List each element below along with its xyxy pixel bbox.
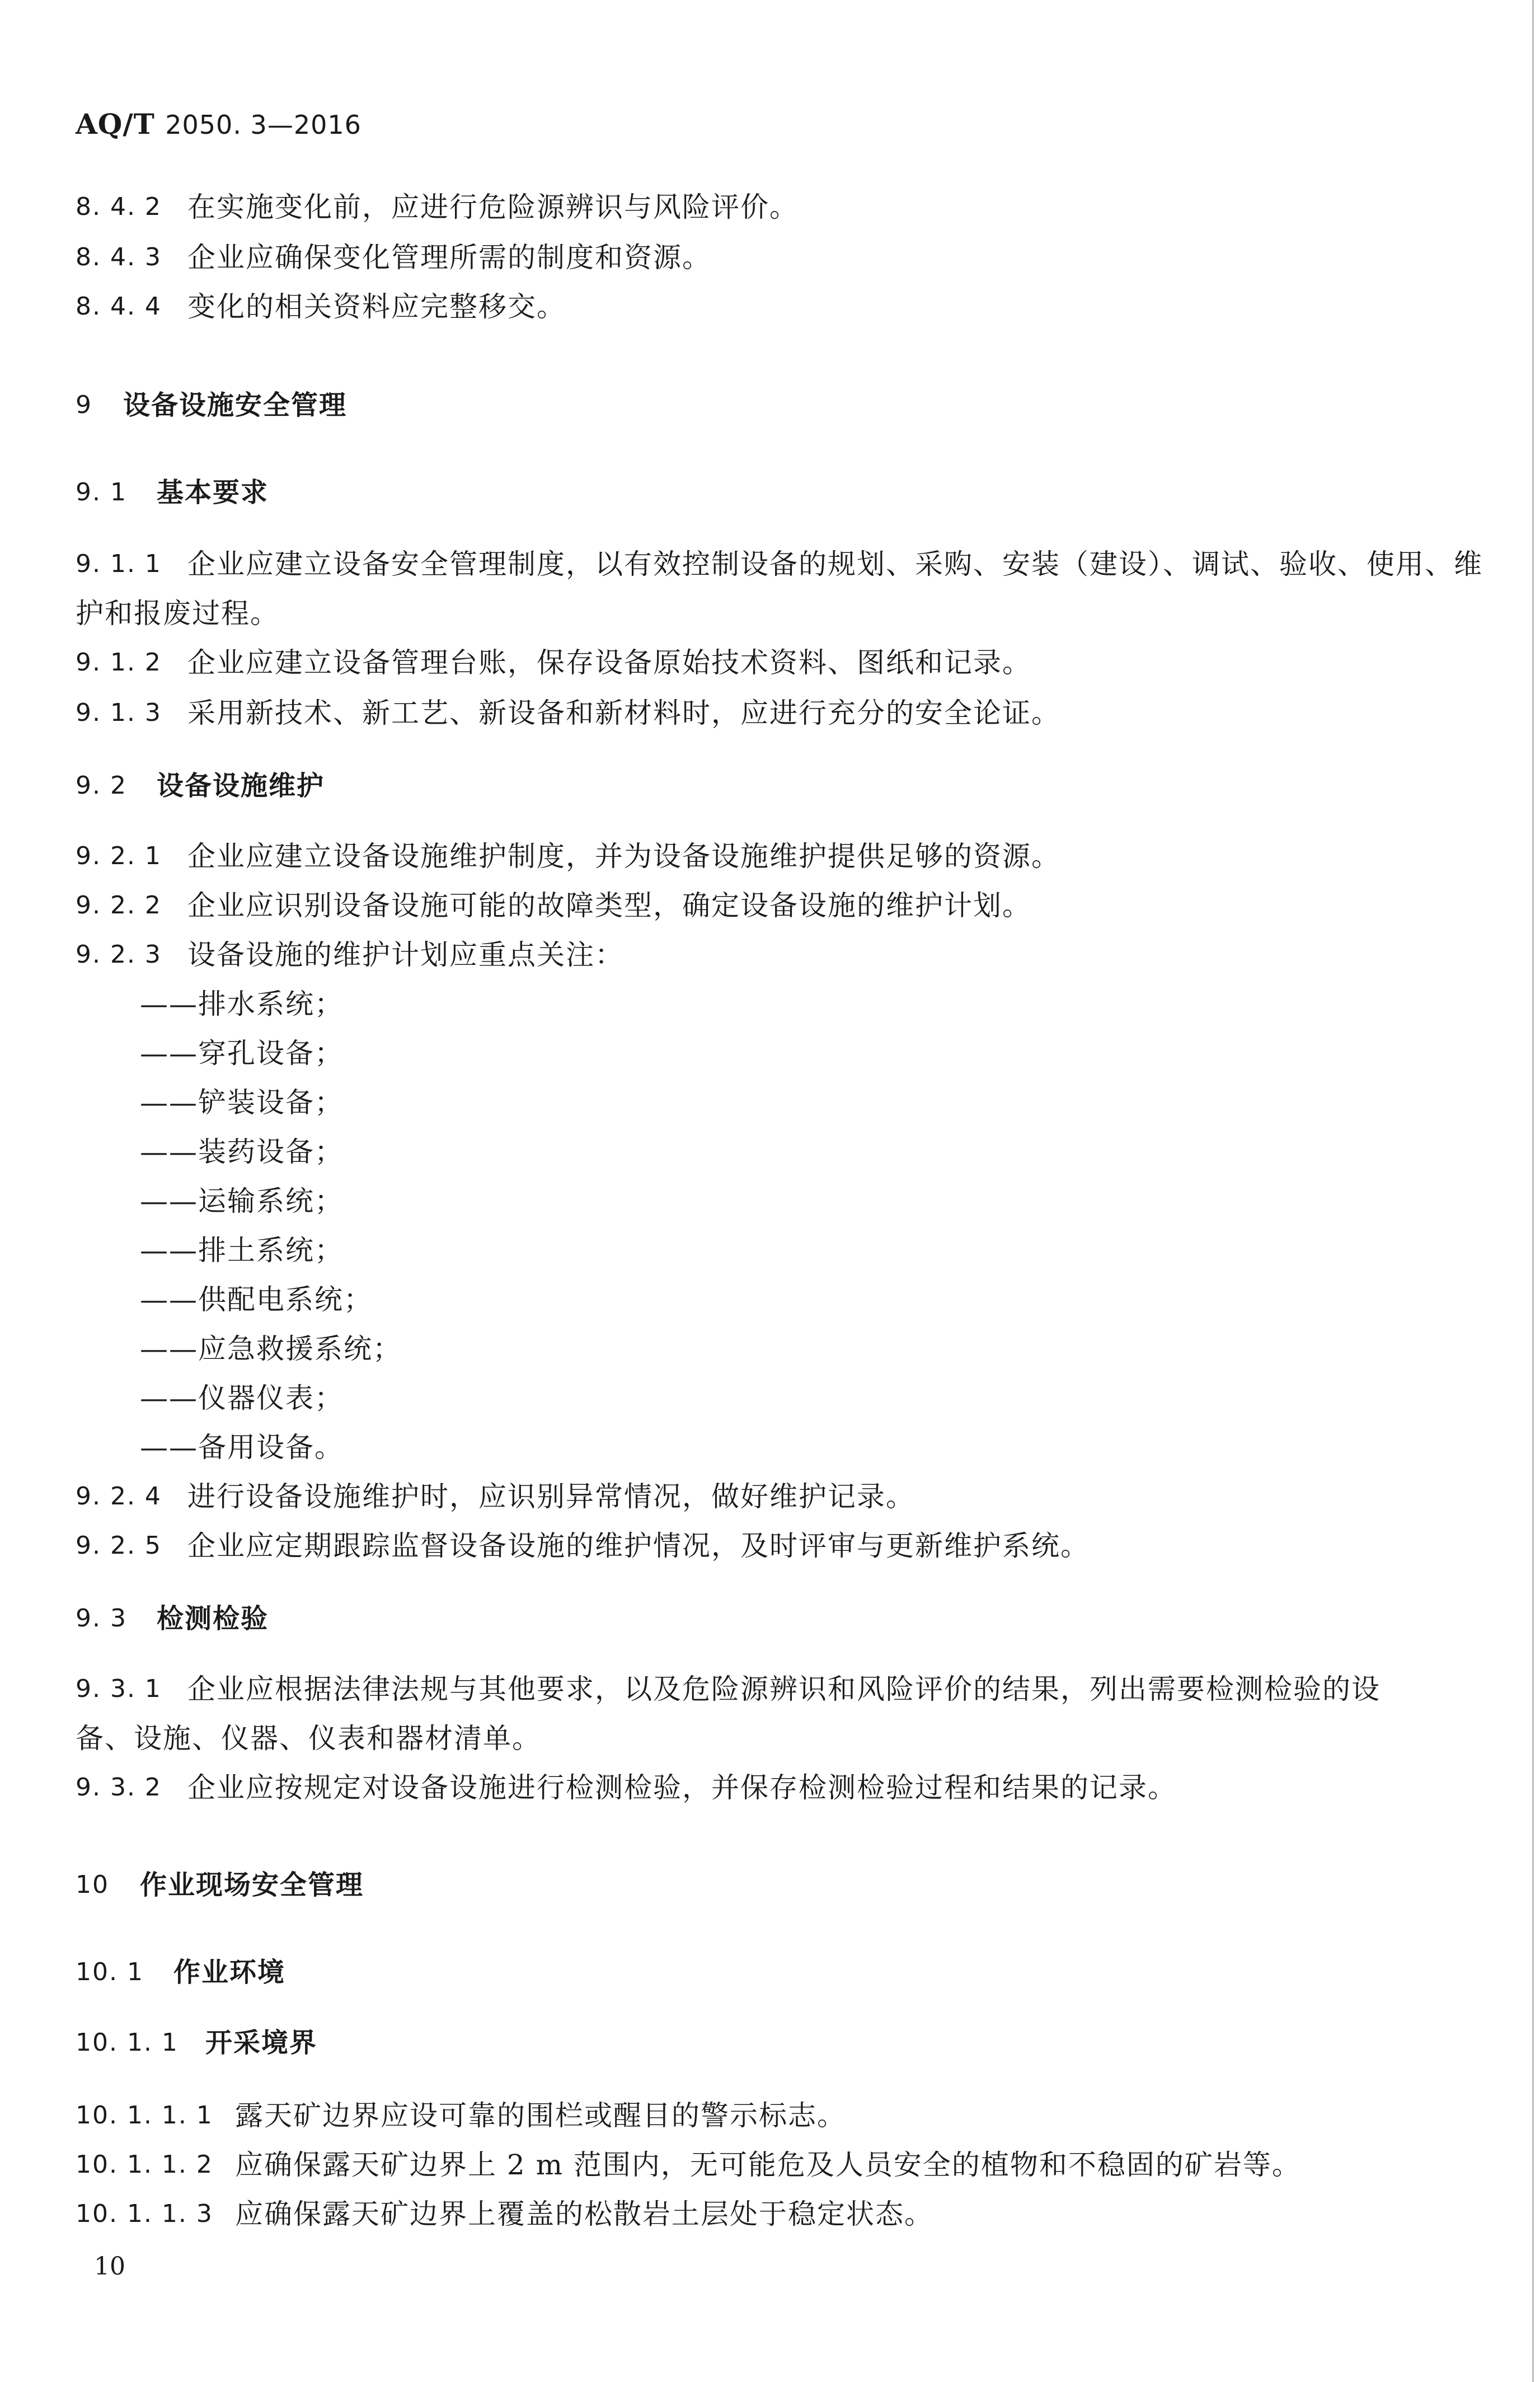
list-item: ——装药设备； (140, 1136, 344, 1168)
list-item: ——排水系统； (140, 988, 344, 1020)
standard-header (76, 107, 361, 142)
list-item: ——应急救援系统； (140, 1333, 402, 1365)
list-item: ——仪器仪表； (140, 1382, 344, 1414)
document-page: AQ/T 2050. 3—2016 8. 4. 2 在实施变化前，应进行危险源辨识与风险评价。 8. 4. 3 企业应确保变化管理所需的制度和资源。 8. 4. 4 变化的相关资料应完整移交。 9 设备设施安全管理 9. 1 基本要求 9. 1. 1 企业应建立设备安全管理制度，以有效控制设备的规划、采购、安装（建设）、调试、验收、使用、维 护和报废过程。 9. 1. 2 企业应建立设备管理台账，保存设备原始技术资料、图纸和记录。 9. 1. 3 采用新技术、新工艺、新设备和新材料时，应进行充分的安全论证。 9. 2 设备设施维护 9. 2. 1 企业应建立设备设施维护制度，并为设备设施维护提供足够的资源。 9. 2. 2 企业应识别设备设施可能的故障类型，确定设备设施的维护计划。 9. 2. 3 设备设施的维护计划应重点关注： ——排水系统； ——穿孔设备； ——铲装设备； ——装药设备； ——运输系统； ——排土系统； ——供配电系统； ——应急救援系统； ——仪器仪表； ——备用设备。 9. 2. 4 进行设备设施维护时，应识别异常情况，做好维护记录。 9. 2. 5 企业应定期跟踪监督设备设施的维护情况，及时评审与更新维护系统。 9. 3 检测检验 9. 3. 1 企业应根据法律法规与其他要求，以及危险源辨识和风险评价的结果，列出需要检测检验的设 备、设施、仪器、仪表和器材清单。 9. 3. 2 企业应按规定对设备设施进行检测检验，并保存检测检验过程和结果的记录。 10 作业现场安全管理 10. 1 作业环境 10. 1. 1 开采境界 10. 1. 1. 1 露天矿边界应设可靠的围栏或醒目的警示标志。 10. 1. 1. 2 应确保露天矿边界上 2 m 范围内，无可能危及人员安全的植物和不稳固的矿岩等。 10. 1. 1. 3 应确保露天矿边界上覆盖的松散岩土层处于稳定状态。 10 (0, 0, 1540, 2382)
clause-9-1-1-continued: 护和报废过程。 (76, 597, 279, 630)
list-item: ——备用设备。 (140, 1431, 344, 1464)
list-item: ——排土系统； (140, 1234, 344, 1267)
page-edge-line (1532, 0, 1534, 2382)
standard-number: 2050. 3—2016 (165, 110, 361, 140)
page-number: 10 (94, 2252, 125, 2281)
list-item: ——穿孔设备； (140, 1037, 344, 1070)
list-item: ——供配电系统； (140, 1283, 373, 1316)
clause-9-3-1-continued: 备、设施、仪器、仪表和器材清单。 (76, 1722, 541, 1755)
standard-code: AQ/T (76, 107, 155, 140)
list-item: ——运输系统； (140, 1185, 344, 1217)
list-item: ——铲装设备； (140, 1086, 344, 1119)
